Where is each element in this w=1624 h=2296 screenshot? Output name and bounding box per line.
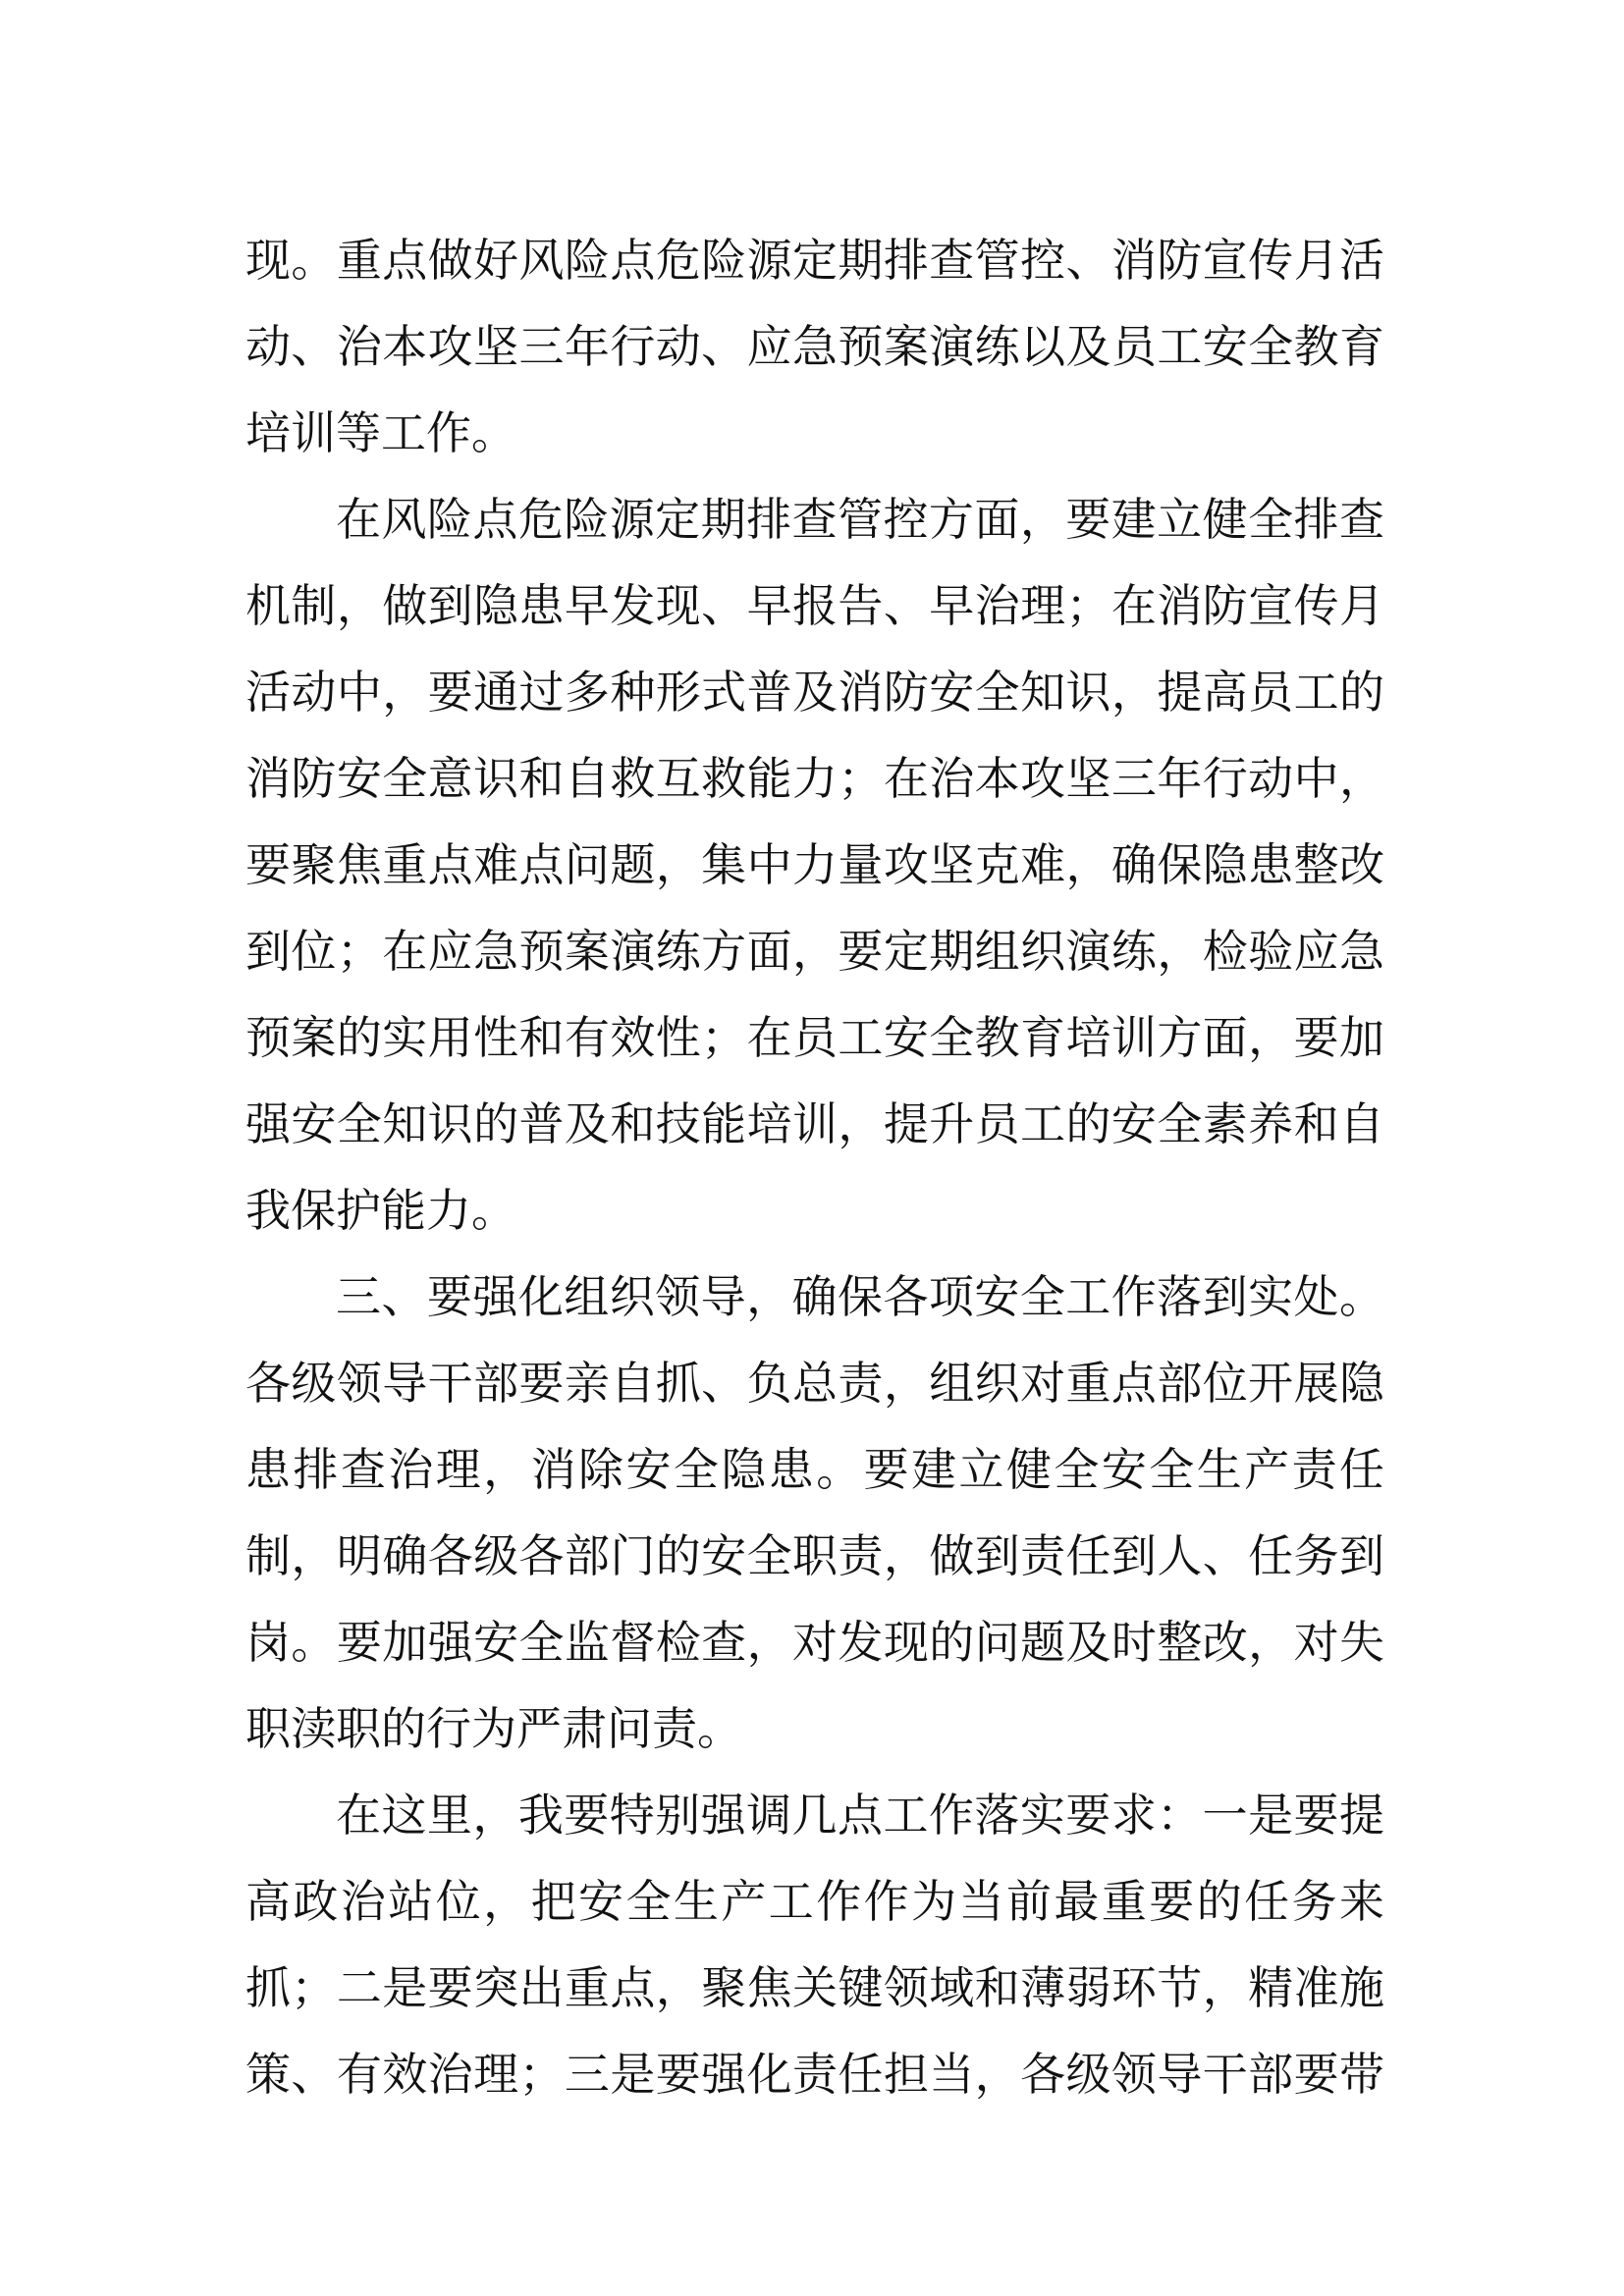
text-line-8: 要聚焦重点难点问题，集中力量攻坚克难，确保隐患整改 [245, 838, 1384, 891]
text-line-11: 强安全知识的普及和技能培训，提升员工的安全素养和自 [245, 1097, 1384, 1150]
text-line-17: 岗。要加强安全监督检查，对发现的问题及时整改，对失 [245, 1616, 1384, 1669]
text-line-19: 在这里，我要特别强调几点工作落实要求：一是要提 [336, 1789, 1384, 1842]
text-line-16: 制，明确各级各部门的安全职责，做到责任到人、任务到 [245, 1529, 1384, 1582]
text-line-5: 机制，做到隐患早发现、早报告、早治理；在消防宣传月 [245, 579, 1384, 632]
text-line-4: 在风险点危险源定期排查管控方面，要建立健全排查 [336, 493, 1384, 546]
text-line-1: 现。重点做好风险点危险源定期排查管控、消防宣传月活 [245, 234, 1384, 287]
text-line-15: 患排查治理，消除安全隐患。要建立健全安全生产责任 [245, 1443, 1384, 1496]
text-line-18: 职渎职的行为严肃问责。 [245, 1702, 742, 1755]
text-line-7: 消防安全意识和自救互救能力；在治本攻坚三年行动中， [245, 752, 1384, 805]
text-line-20: 高政治站位，把安全生产工作作为当前最重要的任务来 [245, 1875, 1384, 1928]
text-line-22: 策、有效治理；三是要强化责任担当，各级领导干部要带 [245, 2048, 1384, 2101]
text-line-3: 培训等工作。 [245, 406, 516, 459]
text-line-10: 预案的实用性和有效性；在员工安全教育培训方面，要加 [245, 1011, 1384, 1064]
text-line-14: 各级领导干部要亲自抓、负总责，组织对重点部位开展隐 [245, 1357, 1384, 1410]
text-line-6: 活动中，要通过多种形式普及消防安全知识，提高员工的 [245, 666, 1384, 719]
text-line-2: 动、治本攻坚三年行动、应急预案演练以及员工安全教育 [245, 320, 1384, 373]
text-line-9: 到位；在应急预案演练方面，要定期组织演练，检验应急 [245, 925, 1384, 978]
text-line-13: 三、要强化组织领导，确保各项安全工作落到实处。 [336, 1270, 1384, 1323]
text-line-21: 抓；二是要突出重点，聚焦关键领域和薄弱环节，精准施 [245, 1961, 1384, 2014]
text-line-12: 我保护能力。 [245, 1184, 516, 1237]
